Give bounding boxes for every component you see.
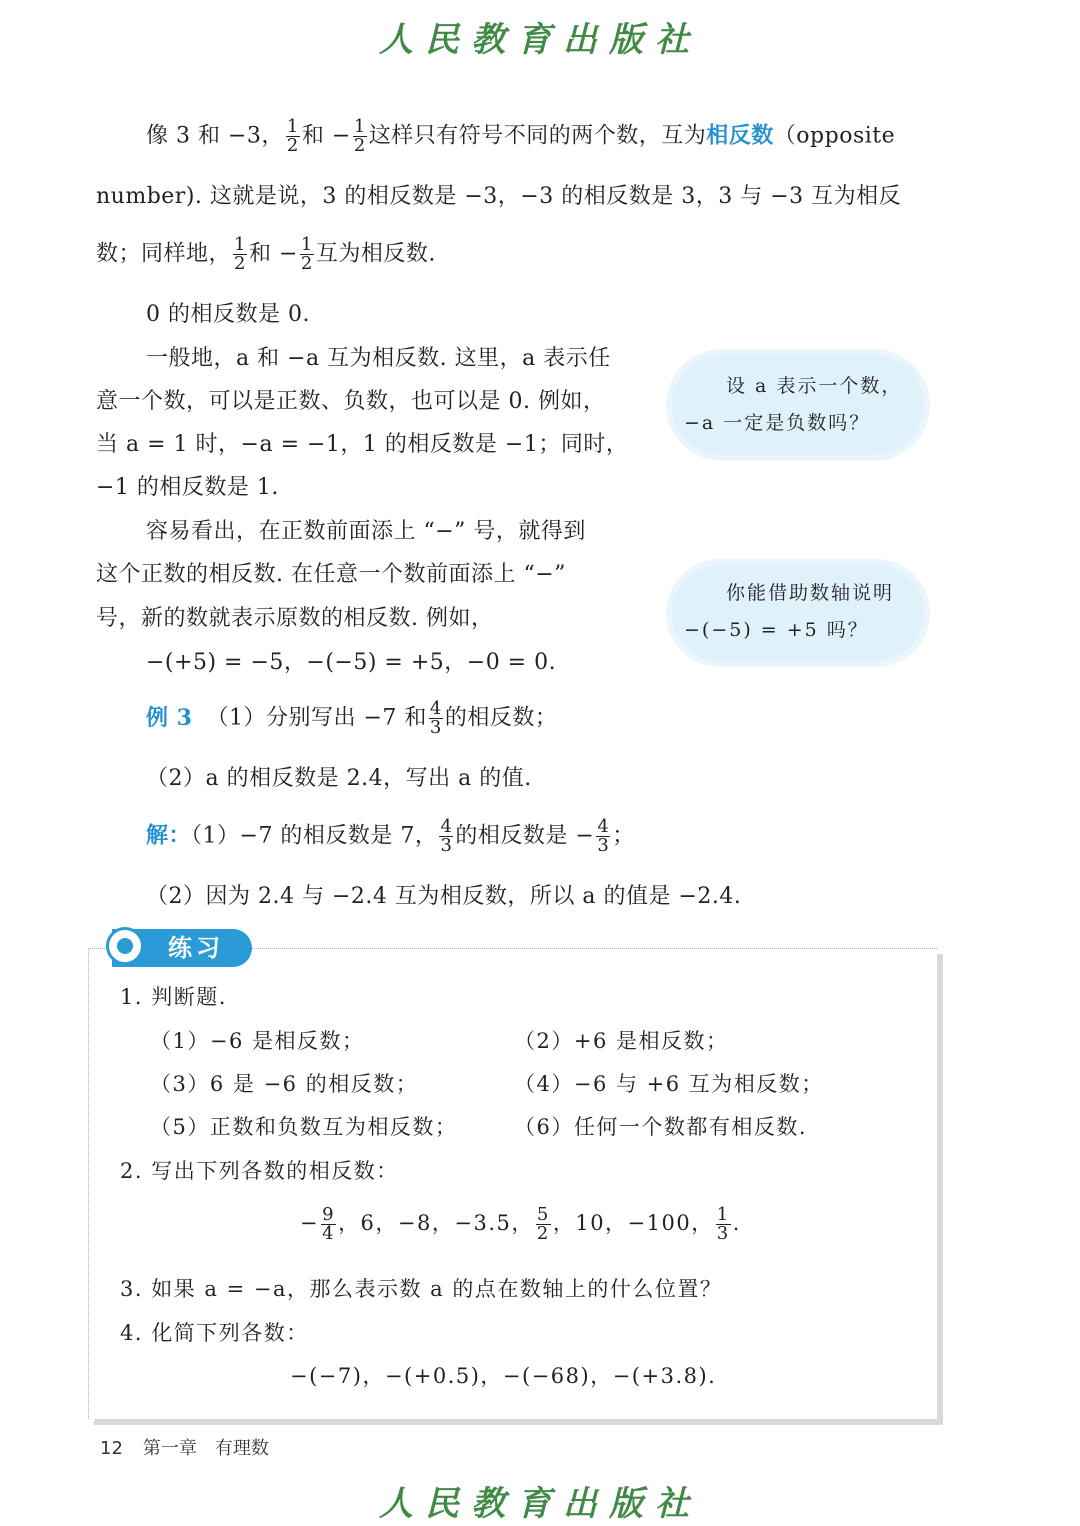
exercise-q1-item-3: （3）6 是 −6 的相反数； (150, 1072, 419, 1096)
example-3-question-1 (146, 700, 557, 737)
paragraph-1-line-2: number). 这就是说，3 的相反数是 −3，−3 的相反数是 3，3 与 −3 互为相反 (96, 184, 902, 209)
fraction: $\frac{1}{2}$ (286, 116, 299, 156)
paragraph-general-line-3: 当 a = 1 时，−a = −1，1 的相反数是 −1；同时， (96, 432, 629, 457)
text: ； (612, 823, 635, 849)
paragraph-sign-line-1: 容易看出，在正数前面添上 “−” 号，就得到 (146, 519, 586, 544)
example-3-solution-2: （2）因为 2.4 与 −2.4 互为相反数，所以 a 的值是 −2.4. (146, 884, 742, 909)
publisher-watermark-top: 人民教育出版社 (379, 20, 701, 60)
text: （1）分别写出 −7 和 (206, 705, 427, 731)
paragraph-general-line-1: 一般地，a 和 −a 互为相反数. 这里，a 表示任 (146, 346, 611, 371)
example-3-solution-1 (146, 818, 635, 855)
term-opposite-number: 相反数 (706, 122, 774, 149)
text: − (300, 1211, 320, 1235)
exercise-q1-item-4: （4）−6 与 +6 互为相反数； (514, 1072, 824, 1096)
exercise-q4: 4. 化简下列各数： (120, 1321, 309, 1345)
example-3-question-2: （2）a 的相反数是 2.4，写出 a 的值. (146, 766, 532, 791)
text: 和 − (248, 241, 298, 267)
solution-label: 解： (146, 822, 192, 849)
paragraph-sign-line-4: −(+5) = −5，−(−5) = +5，−0 = 0. (146, 650, 557, 675)
exercise-tag (112, 929, 252, 967)
exercise-q2: 2. 写出下列各数的相反数： (120, 1159, 399, 1183)
page-number: 12 (100, 1438, 123, 1459)
exercise-q1-item-1: （1）−6 是相反数； (150, 1029, 365, 1053)
pencil-circle-icon (106, 927, 144, 965)
fraction: $\frac{4}{3}$ (440, 816, 453, 856)
text: 和 − (301, 123, 351, 149)
fraction: $\frac{1}{2}$ (234, 234, 246, 274)
paragraph-general-line-4: −1 的相反数是 1. (96, 475, 279, 500)
fraction: $\frac{9}{4}$ (322, 1204, 336, 1244)
cloud-2-line-1: 你能借助数轴说明 (726, 582, 895, 604)
text: 这样只有符号不同的两个数，互为 (368, 123, 707, 149)
paragraph-sign-line-3: 号，新的数就表示原数的相反数. 例如， (96, 606, 494, 631)
exercise-q4-list: −(−7)，−(+0.5)，−(−68)，−(+3.8). (290, 1364, 717, 1388)
example-label: 例 3 (146, 704, 193, 731)
text: （1）−7 的相反数是 7， (191, 823, 438, 849)
exercise-q3: 3. 如果 a = −a，那么表示数 a 的点在数轴上的什么位置？ (120, 1277, 723, 1301)
text: （opposite (773, 123, 896, 149)
paragraph-1-line-3 (96, 236, 436, 273)
text: 互为相反数. (315, 241, 436, 267)
text: 的相反数是 − (455, 823, 595, 849)
cloud-1-line-2: −a 一定是负数吗？ (684, 412, 871, 434)
exercise-tag-label: 练习 (168, 933, 224, 962)
fraction: $\frac{4}{3}$ (429, 698, 442, 738)
exercise-q1: 1. 判断题. (120, 985, 227, 1009)
fraction: $\frac{5}{2}$ (536, 1204, 550, 1244)
cloud-1-line-1: 设 a 表示一个数， (726, 375, 903, 397)
thought-cloud-1 (672, 355, 924, 455)
exercise-q1-item-6: （6）任何一个数都有相反数. (514, 1115, 808, 1139)
text: . (732, 1211, 741, 1235)
thought-cloud-2 (672, 565, 924, 661)
fraction: $\frac{1}{2}$ (300, 234, 313, 274)
exercise-q1-item-2: （2）+6 是相反数； (514, 1029, 729, 1053)
chapter-title: 有理数 (214, 1438, 269, 1459)
exercise-q2-number-list (300, 1206, 741, 1243)
paragraph-zero: 0 的相反数是 0. (146, 302, 310, 327)
exercise-q1-item-5: （5）正数和负数互为相反数； (150, 1115, 458, 1139)
cloud-2-line-2: −(−5) = +5 吗？ (684, 619, 869, 641)
page-footer (100, 1434, 269, 1460)
paragraph-general-line-2: 意一个数，可以是正数、负数，也可以是 0. 例如， (96, 389, 606, 414)
text: 像 3 和 −3， (146, 123, 284, 149)
text: 数；同样地， (96, 241, 232, 267)
fraction: $\frac{1}{3}$ (716, 1204, 730, 1244)
paragraph-sign-line-2: 这个正数的相反数. 在任意一个数前面添上 “−” (96, 562, 566, 587)
publisher-watermark-bottom: 人民教育出版社 (379, 1484, 701, 1524)
text: 的相反数； (444, 705, 558, 731)
chapter-label: 第一章 (142, 1438, 197, 1459)
paragraph-1-line-1 (146, 118, 895, 155)
text: ，10，−100， (552, 1211, 714, 1235)
fraction: $\frac{4}{3}$ (597, 816, 610, 856)
text: ，6，−8，−3.5， (338, 1211, 534, 1235)
fraction: $\frac{1}{2}$ (353, 116, 366, 156)
